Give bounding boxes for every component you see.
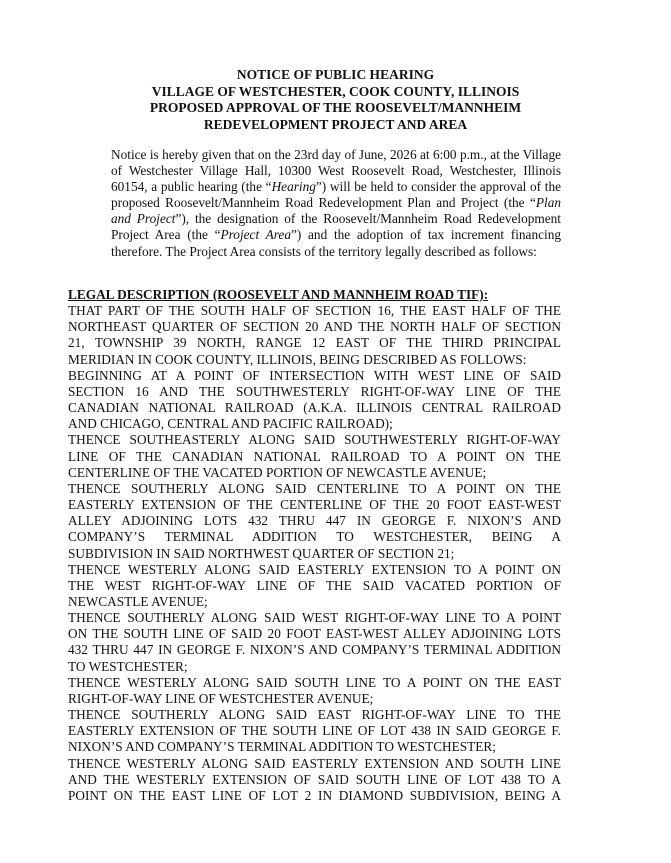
legal-line: THENCE WESTERLY ALONG SAID EASTERLY EXTENSION TO A POINT ON <box>68 561 561 577</box>
legal-line: EASTERLY EXTENSION OF THE CENTERLINE OF THE 20 FOOT EAST-WEST <box>68 497 561 513</box>
legal-line: THENCE SOUTHERLY ALONG SAID CENTERLINE TO A POINT ON THE <box>68 480 561 496</box>
notice-term-hearing: Hearing <box>271 179 316 195</box>
legal-line: NORTHEAST QUARTER OF SECTION 20 AND THE NORTH HALF OF SECTION <box>68 319 561 335</box>
legal-line: THENCE SOUTHEASTERLY ALONG SAID SOUTHWESTERLY RIGHT-OF-WAY <box>68 432 561 448</box>
title-line: NOTICE OF PUBLIC HEARING <box>236 67 435 82</box>
legal-line: AND CHICAGO, CENTRAL AND PACIFIC RAILROAD); <box>68 416 393 432</box>
legal-line: LINE OF THE CANADIAN NATIONAL RAILROAD TO A POINT ON THE <box>68 448 561 464</box>
legal-line: NEWCASTLE AVENUE; <box>68 593 208 609</box>
notice-text: Notice is hereby given that on the 23rd day of June, 2026 at 6:00 p.m., at the Village of Westchester Village Hall, 10300 West Roosevelt Road, Westchester, Illinois 60154, a public hearing (the “ <box>111 147 561 195</box>
legal-line: THENCE SOUTHERLY ALONG SAID WEST RIGHT-OF-WAY LINE TO A POINT <box>68 610 561 626</box>
legal-text <box>68 303 561 804</box>
legal-line: MERIDIAN IN COOK COUNTY, ILLINOIS, BEING DESCRIBED AS FOLLOWS: <box>68 351 527 367</box>
legal-line: THENCE WESTERLY ALONG SAID EASTERLY EXTENSION AND SOUTH LINE <box>68 755 561 771</box>
legal-line: THENCE SOUTHERLY ALONG SAID EAST RIGHT-OF-WAY LINE TO THE <box>68 707 561 723</box>
notice-paragraph <box>111 147 561 260</box>
legal-line: THENCE WESTERLY ALONG SAID SOUTH LINE TO A POINT ON THE EAST <box>68 674 561 690</box>
notice-term-area: Project Area <box>220 227 291 243</box>
legal-line: THE WEST RIGHT-OF-WAY LINE OF THE SAID VACATED PORTION OF <box>68 577 561 593</box>
notice-title <box>0 67 671 133</box>
legal-line: ALLEY ADJOINING LOTS 432 THRU 447 IN GEORGE F. NIXON’S AND <box>68 513 561 529</box>
legal-line: BEGINNING AT A POINT OF INTERSECTION WITH WEST LINE OF SAID <box>68 367 561 383</box>
legal-line: COMPANY’S TERMINAL ADDITION TO WESTCHESTER, BEING A <box>68 529 561 545</box>
title-line: VILLAGE OF WESTCHESTER, COOK COUNTY, ILLINOIS <box>151 83 520 99</box>
notice-term-plan: Plan and Project <box>111 195 561 227</box>
legal-line: THAT PART OF THE SOUTH HALF OF SECTION 16, THE EAST HALF OF THE <box>68 303 561 319</box>
legal-line: EASTERLY EXTENSION OF THE SOUTH LINE OF LOT 438 IN SAID GEORGE F. <box>68 723 561 739</box>
legal-line: AND THE WESTERLY EXTENSION OF SAID SOUTH LINE OF LOT 438 TO A <box>68 771 561 787</box>
legal-line: 21, TOWNSHIP 39 NORTH, RANGE 12 EAST OF THE THIRD PRINCIPAL <box>68 335 561 351</box>
legal-line: CANADIAN NATIONAL RAILROAD (A.K.A. ILLINOIS CENTRAL RAILROAD <box>68 400 561 416</box>
legal-line: RIGHT-OF-WAY LINE OF WESTCHESTER AVENUE; <box>68 690 374 706</box>
legal-heading: LEGAL DESCRIPTION (ROOSEVELT AND MANNHEIM ROAD TIF): <box>68 287 489 302</box>
legal-line: ON THE SOUTH LINE OF SAID 20 FOOT EAST-WEST ALLEY ADJOINING LOTS <box>68 626 561 642</box>
legal-line: NIXON’S AND COMPANY’S TERMINAL ADDITION TO WESTCHESTER; <box>68 739 496 755</box>
notice-text: ”) and the adoption of tax increment financing therefore. The Project Area consists of the territory legally described as follows: <box>111 227 562 259</box>
legal-line: SECTION 16 AND THE SOUTHWESTERLY RIGHT-OF-WAY LINE OF THE <box>68 383 561 399</box>
legal-line: SUBDIVISION IN SAID NORTHWEST QUARTER OF SECTION 21; <box>68 545 455 561</box>
notice-text: ”), the designation of the Roosevelt/Mannheim Road Redevelopment Project Area (the “ <box>111 211 561 243</box>
title-line: REDEVELOPMENT PROJECT AND AREA <box>203 116 468 132</box>
legal-line: CENTERLINE OF THE VACATED PORTION OF NEWCASTLE AVENUE; <box>68 464 487 480</box>
title-line: PROPOSED APPROVAL OF THE ROOSEVELT/MANNHEIM <box>149 100 522 115</box>
notice-text: ”) will be held to consider the approval of the proposed Roosevelt/Mannheim Road Redevelopment Plan and Project (the “ <box>111 179 561 211</box>
legal-line: POINT ON THE EAST LINE OF LOT 2 IN DIAMOND SUBDIVISION, BEING A <box>68 787 561 803</box>
legal-description <box>68 287 561 804</box>
legal-line: TO WESTCHESTER; <box>68 658 188 674</box>
legal-line: 432 THRU 447 IN GEORGE F. NIXON’S AND COMPANY’S TERMINAL ADDITION <box>68 642 561 658</box>
